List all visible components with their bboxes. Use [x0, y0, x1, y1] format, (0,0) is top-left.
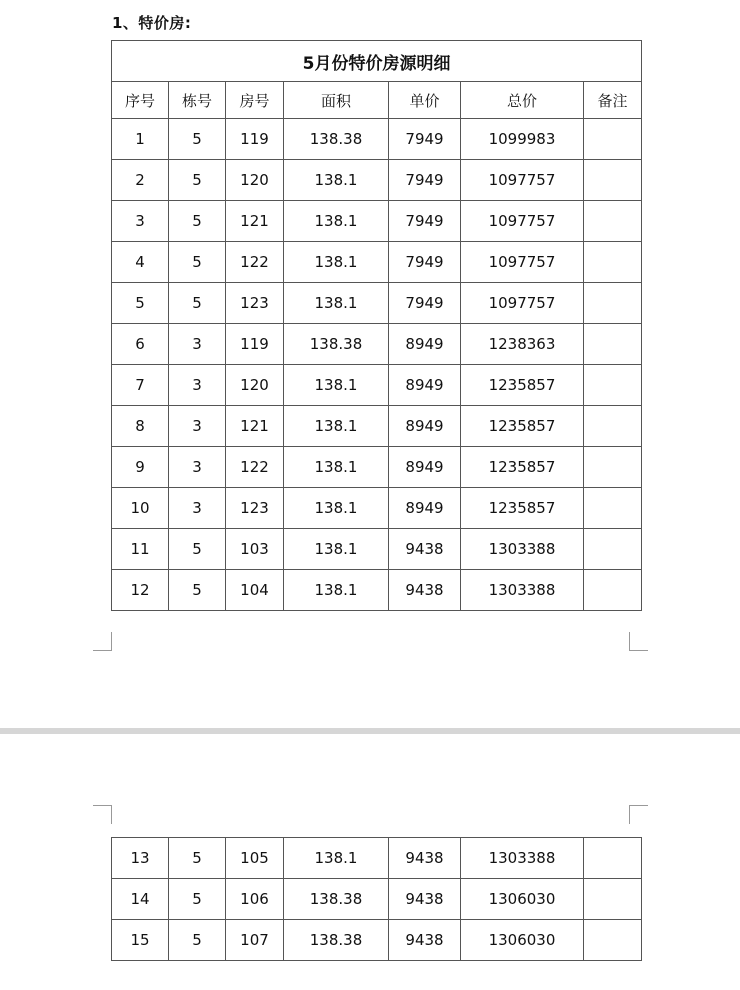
table-cell: 3	[169, 365, 226, 406]
header-cell: 房号	[226, 82, 284, 119]
header-cell: 单价	[389, 82, 461, 119]
table-cell	[584, 838, 642, 879]
table-row	[112, 324, 642, 365]
table-cell: 9438	[389, 879, 461, 920]
table-cell	[584, 119, 642, 160]
table-row	[112, 119, 642, 160]
table-cell: 10	[112, 488, 169, 529]
table-cell: 1235857	[461, 488, 584, 529]
table-cell	[584, 488, 642, 529]
table-row	[112, 283, 642, 324]
table-cell: 1097757	[461, 283, 584, 324]
crop-mark	[629, 632, 648, 651]
price-table-page-1	[111, 40, 642, 611]
table-cell: 138.1	[284, 838, 389, 879]
table-cell	[584, 242, 642, 283]
table-row	[112, 920, 642, 961]
table-header-row	[112, 82, 642, 119]
table-cell: 13	[112, 838, 169, 879]
table-cell	[584, 406, 642, 447]
table-cell: 1097757	[461, 201, 584, 242]
header-cell: 备注	[584, 82, 642, 119]
table-cell: 15	[112, 920, 169, 961]
table-cell: 3	[169, 447, 226, 488]
table-cell: 6	[112, 324, 169, 365]
table-cell: 3	[112, 201, 169, 242]
table-cell: 3	[169, 488, 226, 529]
table-cell: 5	[169, 160, 226, 201]
crop-mark	[629, 805, 648, 824]
table-cell: 5	[169, 879, 226, 920]
table-cell: 14	[112, 879, 169, 920]
table-cell: 121	[226, 406, 284, 447]
table-cell: 1235857	[461, 447, 584, 488]
table-cell: 1099983	[461, 119, 584, 160]
crop-mark	[93, 805, 112, 824]
table-cell: 138.1	[284, 447, 389, 488]
table-cell: 122	[226, 447, 284, 488]
table-cell: 138.1	[284, 529, 389, 570]
table-cell: 5	[169, 242, 226, 283]
table-cell: 1303388	[461, 529, 584, 570]
table-cell: 9438	[389, 838, 461, 879]
table-cell: 123	[226, 283, 284, 324]
table-cell	[584, 920, 642, 961]
table-cell	[584, 447, 642, 488]
table-cell: 122	[226, 242, 284, 283]
price-table-page-2	[111, 837, 642, 961]
table-cell: 123	[226, 488, 284, 529]
table-cell: 1	[112, 119, 169, 160]
table-body-page-2	[112, 838, 642, 961]
table-cell: 7949	[389, 119, 461, 160]
table-cell: 1303388	[461, 838, 584, 879]
table-cell: 1235857	[461, 406, 584, 447]
table-cell: 7949	[389, 242, 461, 283]
table-cell: 138.1	[284, 283, 389, 324]
table-cell: 138.38	[284, 119, 389, 160]
table-cell	[584, 570, 642, 611]
table-cell: 103	[226, 529, 284, 570]
table-cell: 9438	[389, 570, 461, 611]
table-body-page-1	[112, 119, 642, 611]
table-cell: 1303388	[461, 570, 584, 611]
header-cell: 序号	[112, 82, 169, 119]
table-cell: 107	[226, 920, 284, 961]
table-cell: 138.1	[284, 201, 389, 242]
table-cell: 138.1	[284, 365, 389, 406]
table-cell: 7949	[389, 283, 461, 324]
table-cell	[584, 365, 642, 406]
table-cell: 138.1	[284, 242, 389, 283]
table-cell: 1097757	[461, 242, 584, 283]
table-cell: 5	[169, 119, 226, 160]
table-cell: 138.1	[284, 570, 389, 611]
table-cell: 119	[226, 119, 284, 160]
table-cell: 12	[112, 570, 169, 611]
table-cell: 8	[112, 406, 169, 447]
table-cell: 7949	[389, 160, 461, 201]
table-cell: 7	[112, 365, 169, 406]
table-cell: 106	[226, 879, 284, 920]
table-cell	[584, 283, 642, 324]
table-cell	[584, 529, 642, 570]
table-row	[112, 570, 642, 611]
table-row	[112, 242, 642, 283]
table-cell: 5	[169, 201, 226, 242]
table-cell: 119	[226, 324, 284, 365]
table-cell: 8949	[389, 365, 461, 406]
table-cell: 8949	[389, 488, 461, 529]
table-cell: 9438	[389, 920, 461, 961]
table-cell: 120	[226, 365, 284, 406]
table-cell: 5	[169, 920, 226, 961]
header-cell: 总价	[461, 82, 584, 119]
table-cell	[584, 160, 642, 201]
table-cell: 121	[226, 201, 284, 242]
table-cell: 9	[112, 447, 169, 488]
header-cell: 栋号	[169, 82, 226, 119]
table-cell: 11	[112, 529, 169, 570]
table-cell: 120	[226, 160, 284, 201]
table-cell: 8949	[389, 447, 461, 488]
table-cell	[584, 201, 642, 242]
table-cell: 2	[112, 160, 169, 201]
table-cell: 7949	[389, 201, 461, 242]
table-cell: 3	[169, 324, 226, 365]
table-row	[112, 529, 642, 570]
table-cell: 104	[226, 570, 284, 611]
table-cell: 1306030	[461, 920, 584, 961]
crop-mark	[93, 632, 112, 651]
table-cell: 5	[112, 283, 169, 324]
table-cell: 138.1	[284, 406, 389, 447]
table-row	[112, 879, 642, 920]
table-cell: 5	[169, 283, 226, 324]
table-cell: 5	[169, 838, 226, 879]
table-title: 5月份特价房源明细	[112, 41, 642, 82]
table-cell: 5	[169, 570, 226, 611]
table-row	[112, 365, 642, 406]
table-cell: 1097757	[461, 160, 584, 201]
header-cell: 面积	[284, 82, 389, 119]
section-heading: 1、特价房:	[112, 14, 192, 32]
table-cell	[584, 324, 642, 365]
table-cell: 138.1	[284, 488, 389, 529]
table-cell: 1238363	[461, 324, 584, 365]
table-row	[112, 838, 642, 879]
table-cell: 138.1	[284, 160, 389, 201]
table-cell: 8949	[389, 324, 461, 365]
table-cell: 138.38	[284, 879, 389, 920]
table-cell	[584, 879, 642, 920]
table-row	[112, 201, 642, 242]
table-cell: 1235857	[461, 365, 584, 406]
table-cell: 138.38	[284, 324, 389, 365]
table-cell: 105	[226, 838, 284, 879]
table-cell: 3	[169, 406, 226, 447]
table-row	[112, 447, 642, 488]
table-cell: 8949	[389, 406, 461, 447]
table-cell: 4	[112, 242, 169, 283]
table-cell: 138.38	[284, 920, 389, 961]
table-row	[112, 406, 642, 447]
table-cell: 9438	[389, 529, 461, 570]
table-cell: 5	[169, 529, 226, 570]
table-row	[112, 488, 642, 529]
table-cell: 1306030	[461, 879, 584, 920]
table-row	[112, 160, 642, 201]
